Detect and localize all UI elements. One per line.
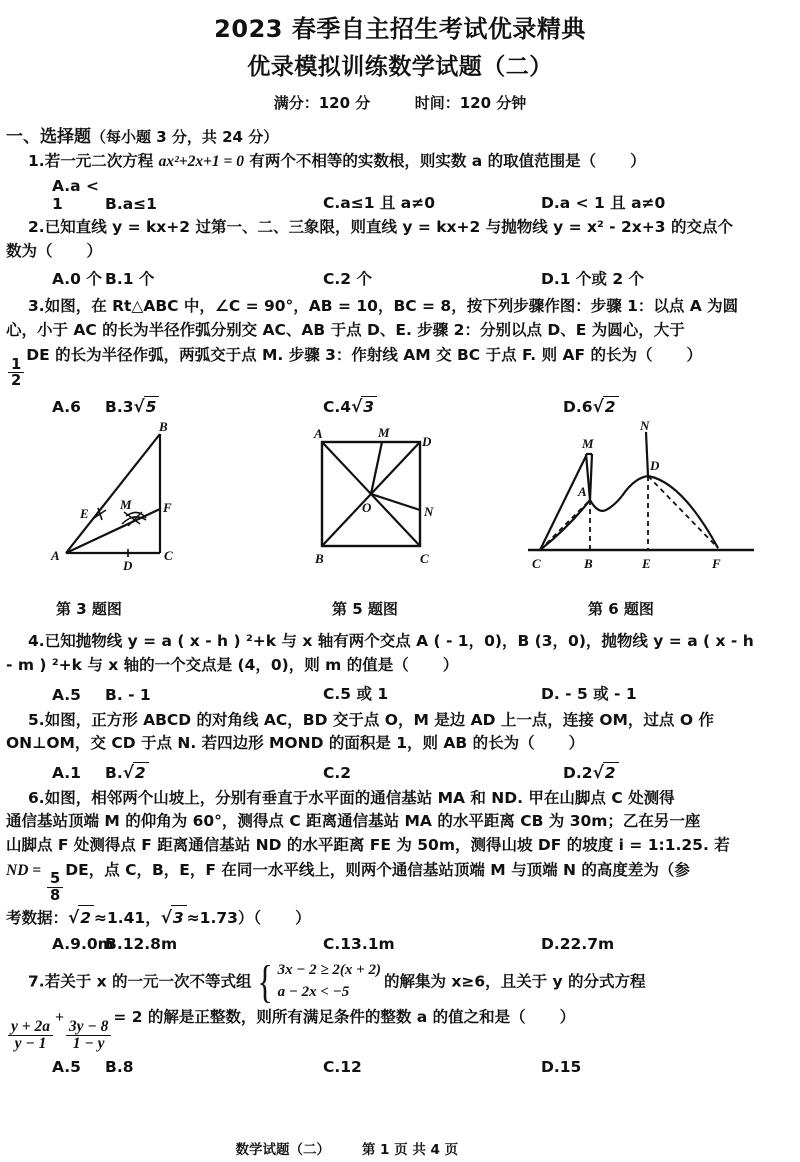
q7-choice-a[interactable]: A.5 <box>52 1058 81 1077</box>
q6-line5-prefix: 考数据： <box>6 909 69 928</box>
q6-line4: DE，点 C，B，E，F 在同一水平线上，则两个通信基站顶端 M 与顶端 N 的高度差为（参 <box>65 861 690 880</box>
question-3-cont1 <box>0 319 800 343</box>
question-3 <box>0 289 800 319</box>
figure-question-5 <box>312 424 447 579</box>
page-title-main: 2023 春季自主招生考试优录精典 <box>214 15 586 43</box>
q2-line2: 数为（ <box>6 241 53 260</box>
q3-choice-c-radicand: 3 <box>361 396 377 416</box>
question-6-cont2 <box>0 834 800 858</box>
question-4-cont <box>0 654 800 678</box>
q7-fraction-1 <box>8 1019 53 1053</box>
fig5-label-D: D <box>422 434 432 450</box>
question-5 <box>0 704 800 733</box>
figure-6-caption: 第 6 题图 <box>588 600 654 619</box>
q3-choice-a-value: 6 <box>70 398 81 417</box>
q5-line2: ON⊥OM，交 CD 于点 N. 若四边形 MOND 的面积是 1，则 AB 的长为（ <box>6 734 535 753</box>
question-6-cont4 <box>0 903 800 931</box>
q1-choice-a[interactable]: A.a < 1 <box>52 177 100 214</box>
q3-choice-b-radicand: 5 <box>144 396 160 416</box>
q6-radicand-2: 3 <box>171 905 187 931</box>
q3-choices <box>0 388 800 416</box>
question-1 <box>0 147 800 174</box>
figure-question-6 <box>522 418 758 583</box>
q3-choice-d-prefix: D. <box>563 398 582 417</box>
q7-plus-sign: + <box>54 1009 64 1027</box>
q1-choice-b[interactable]: B.a≤1 <box>105 195 157 214</box>
q5-line2b: ） <box>568 734 585 753</box>
footer-subject: 数学试题（二） <box>235 1142 330 1158</box>
q1-choice-d[interactable]: D.a < 1 且 a≠0 <box>541 194 666 213</box>
figure-3-caption: 第 3 题图 <box>56 600 122 619</box>
q7-line2-post: = 2 的解是正整数，则所有满足条件的整数 a 的值之和是（ <box>113 1008 526 1027</box>
figures-row <box>0 418 800 598</box>
q3-frac-numerator: 1 <box>8 357 24 373</box>
q4-line1: 已知抛物线 y = a ( x - h ) ²+k 与 x 轴有两个交点 A ( - 1，0)，B (3，0)，抛物线 y = a ( x - h <box>44 632 754 651</box>
q2-line1: 已知直线 y = kx+2 过第一、二、三象限，则直线 y = kx+2 与抛物线 y = x² - 2x+3 的交点个 <box>44 218 733 237</box>
q6-choice-b[interactable]: B.12.8m <box>105 934 178 953</box>
fig3-label-D: D <box>123 558 133 574</box>
q3-choice-a-prefix: A. <box>52 398 71 417</box>
fig5-label-M: M <box>378 425 390 441</box>
q7-choice-b[interactable]: B.8 <box>105 1058 134 1077</box>
radical-icon: √ <box>122 761 134 782</box>
q6-line2: 通信基站顶端 M 的仰角为 60°，测得点 C 距离通信基站 MA 的水平距离 CB 为 30m；乙在另一座 <box>6 812 701 831</box>
score-label: 满分：120 分 <box>273 93 371 112</box>
q3-line3: DE 的长为半径作弧，两弧交于点 M. 步骤 3：作射线 AM 交 BC 于点 F. 则 AF 的长为（ <box>26 346 653 365</box>
q3-choice-b-prefix: B. <box>105 398 123 417</box>
question-7 <box>0 953 800 1008</box>
q7-number: 7. <box>28 972 45 991</box>
q4-choices <box>0 678 800 704</box>
q7-choices <box>0 1052 800 1076</box>
q5-choice-d-value: 2 <box>581 763 593 782</box>
q7-frac2-numerator: 3y − 8 <box>66 1019 112 1036</box>
question-3-cont2 <box>0 342 800 388</box>
q3-choice-c-prefix: C. <box>323 398 341 417</box>
fig6-label-N: N <box>640 418 650 434</box>
q1-choice-c[interactable]: C.a≤1 且 a≠0 <box>323 194 436 213</box>
question-6-cont3 <box>0 857 800 903</box>
q6-frac-denominator: 8 <box>49 886 61 904</box>
q6-radicand-1: 2 <box>78 905 94 931</box>
q7-frac1-numerator: y + 2a <box>8 1019 53 1036</box>
q2-choice-a[interactable]: A.0 个 <box>52 270 102 289</box>
q3-choice-b[interactable] <box>105 396 323 416</box>
q4-line2b: ） <box>442 656 459 675</box>
fig3-label-E: E <box>80 506 89 522</box>
fig6-label-F: F <box>712 556 721 572</box>
q3-choice-b-value: 3 <box>122 398 134 417</box>
q7-line1-pre: 若关于 x 的一元一次不等式组 <box>44 972 252 991</box>
radical-icon: √ <box>160 907 172 928</box>
q5-choices <box>0 756 800 782</box>
q7-system-row-1: 3x − 2 ≥ 2(x + 2) <box>277 961 381 978</box>
q4-choice-c[interactable]: C.5 或 1 <box>323 684 389 703</box>
q6-choice-a[interactable]: A.9.0m <box>52 934 114 953</box>
question-6-cont1 <box>0 810 800 834</box>
q6-line5-mid1: ≈1.41， <box>93 909 161 928</box>
q3-half-fraction <box>8 357 24 389</box>
q1-expression: ax²+2x+1 = 0 <box>158 152 244 170</box>
fig3-label-C: C <box>164 548 173 564</box>
q6-choice-d[interactable]: D.22.7m <box>541 934 615 953</box>
q5-choice-a-prefix: A. <box>52 763 71 782</box>
q2-choice-b[interactable]: B.1 个 <box>105 270 155 289</box>
q2-line2b: ） <box>86 241 103 260</box>
q5-number: 5. <box>28 710 45 729</box>
fig5-label-N: N <box>424 504 434 520</box>
section-heading-text: 一、选择题 <box>6 126 91 147</box>
q7-line1-post: 的解集为 x≥6，且关于 y 的分式方程 <box>383 972 646 991</box>
fig5-label-A: A <box>314 426 323 442</box>
radical-icon: √ <box>68 907 80 928</box>
fig6-label-D: D <box>650 458 660 474</box>
fig5-label-C: C <box>420 551 429 567</box>
q5-choice-d-radicand: 2 <box>603 762 619 782</box>
q1-text-a: 若一元二次方程 <box>44 151 159 170</box>
q5-choice-b-radicand: 2 <box>133 762 149 782</box>
q7-fraction-2 <box>66 1019 112 1053</box>
fig6-label-E: E <box>642 556 651 572</box>
question-6 <box>0 782 800 811</box>
q6-frac-numerator: 5 <box>47 871 63 887</box>
q2-number: 2. <box>28 218 45 237</box>
q5-choice-a-value: 1 <box>70 763 81 782</box>
q3-choice-c[interactable] <box>323 396 541 416</box>
fig3-label-M: M <box>120 497 132 513</box>
q7-inequality-system <box>254 956 381 1008</box>
radical-icon: √ <box>592 761 604 782</box>
q5-choice-d-prefix: D. <box>563 763 582 782</box>
question-7-cont <box>0 1003 800 1052</box>
q7-system-row-2: a − 2x < −5 <box>277 983 350 1000</box>
fig5-label-O: O <box>362 500 372 516</box>
q5-choice-a[interactable] <box>0 764 105 782</box>
fig3-label-B: B <box>159 420 168 435</box>
q7-line2-end: ） <box>559 1008 576 1027</box>
q1-number: 1. <box>28 151 45 170</box>
q1-text-b: 有两个不相等的实数根，则实数 a 的取值范围是（ <box>244 151 597 170</box>
q4-choice-b[interactable]: B. - 1 <box>105 685 151 704</box>
q6-line4-prefix: ND = <box>6 862 45 880</box>
fig3-label-A: A <box>51 548 60 564</box>
fig5-label-B: B <box>315 551 324 567</box>
figure-captions <box>0 598 800 622</box>
fig6-label-M: M <box>582 436 594 452</box>
q6-fraction <box>47 871 63 903</box>
q3-choice-d-radicand: 2 <box>603 396 619 416</box>
figure-5-caption: 第 5 题图 <box>332 600 398 619</box>
q1-choices <box>0 173 800 213</box>
time-label: 时间：120 分钟 <box>414 93 527 112</box>
q4-choice-a[interactable]: A.5 <box>52 685 81 704</box>
q5-choice-b[interactable] <box>105 762 323 782</box>
q3-frac-denominator: 2 <box>11 372 22 390</box>
left-brace-icon: { <box>257 956 274 1008</box>
q6-line3: 山脚点 F 处测得点 F 距离通信基站 ND 的水平距离 FE 为 50m，测得山坡 DF 的坡度 i = 1:1.25. 若 <box>6 835 730 854</box>
q5-choice-b-prefix: B. <box>105 763 123 782</box>
q3-line1: 如图，在 Rt△ABC 中，∠C = 90°，AB = 10，BC = 8，按下列步骤作图：步骤 1：以点 A 为圆 <box>44 297 739 316</box>
footer-page-number: 第 1 页 共 4 页 <box>361 1142 459 1158</box>
q2-choices <box>0 263 800 289</box>
q3-line3b: ） <box>686 346 702 365</box>
page-title-sub: 优录模拟训练数学试题（二） <box>247 54 553 80</box>
radical-icon: √ <box>133 396 145 417</box>
figure-question-3 <box>48 420 188 583</box>
q7-system-rows <box>278 960 381 1004</box>
q5-line1: 如图，正方形 ABCD 的对角线 AC，BD 交于点 O，M 是边 AD 上一点，连接 OM，过点 O 作 <box>44 710 714 729</box>
q5-choice-d[interactable] <box>541 762 761 782</box>
page-footer <box>0 1138 800 1158</box>
q3-choice-d-value: 6 <box>581 398 593 417</box>
q3-choice-a[interactable] <box>0 398 105 416</box>
q3-choice-d[interactable] <box>541 396 761 416</box>
q6-choices <box>0 931 800 953</box>
q3-line2: 心，小于 AC 的长为半径作弧分别交 AC、AB 于点 D、E. 步骤 2：分别以点 D、E 为圆心，大于 <box>6 320 685 339</box>
q1-text-c: ） <box>630 151 646 170</box>
radical-icon: √ <box>351 396 363 417</box>
q4-choice-d[interactable]: D. - 5 或 - 1 <box>541 684 637 703</box>
fig6-label-B: B <box>584 556 593 572</box>
q7-choice-d[interactable]: D.15 <box>541 1058 582 1077</box>
fig6-label-A: A <box>578 484 587 500</box>
question-2-cont <box>0 240 800 264</box>
q6-choice-c[interactable]: C.13.1m <box>323 934 395 953</box>
q4-line2: - m ) ²+k 与 x 轴的一个交点是 (4，0)，则 m 的值是（ <box>6 656 409 675</box>
q4-number: 4. <box>28 632 45 651</box>
exam-meta <box>0 82 800 113</box>
q7-choice-c[interactable]: C.12 <box>323 1058 362 1077</box>
q6-line1: 如图，相邻两个山坡上，分别有垂直于水平面的通信基站 MA 和 ND. 甲在山脚点 C 处测得 <box>44 788 675 807</box>
q7-frac2-denominator: 1 − y <box>72 1035 105 1053</box>
q5-choice-c[interactable] <box>323 764 541 782</box>
question-5-cont <box>0 732 800 756</box>
fig6-label-C: C <box>532 556 541 572</box>
question-4 <box>0 622 800 654</box>
q6-line5-end: ） <box>295 909 311 928</box>
q5-choice-c-prefix: C. <box>323 763 341 782</box>
q3-number: 3. <box>28 297 45 316</box>
section-heading <box>0 113 800 147</box>
question-2 <box>0 213 800 240</box>
q5-choice-c-value: 2 <box>340 763 352 782</box>
q2-choice-c[interactable]: C.2 个 <box>323 270 372 289</box>
q2-choice-d[interactable]: D.1 个或 2 个 <box>541 270 645 289</box>
fig3-label-F: F <box>163 500 172 516</box>
q7-frac1-denominator: y − 1 <box>14 1035 47 1053</box>
q6-line5-mid2: ≈1.73）（ <box>186 909 262 928</box>
radical-icon: √ <box>592 396 604 417</box>
q3-choice-c-value: 4 <box>340 398 352 417</box>
section-heading-note: （每小题 3 分，共 24 分） <box>91 127 279 146</box>
q6-number: 6. <box>28 788 45 807</box>
